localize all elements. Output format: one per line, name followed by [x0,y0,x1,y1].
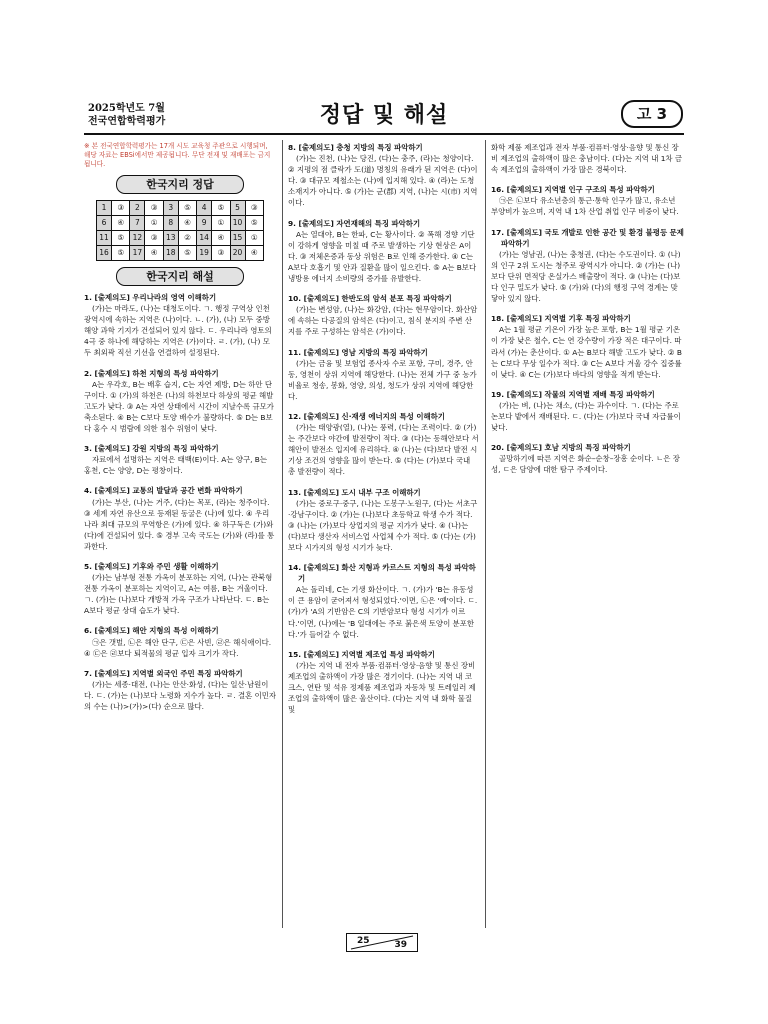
explanations-column-3 [491,142,684,475]
question-explanation: ㉠은 갯벌, ㉡은 해안 단구, ㉢은 사빈, ㉣은 해식애이다. ④ ㉢은 ㉣보다 퇴적물의 평균 입자 크기가 작다. [84,637,272,658]
explanation-item [84,485,276,552]
answer-choice: ③ [212,246,230,261]
question-title: 20. [출제의도] 호남 지방의 특징 파악하기 [491,443,631,453]
answer-number: 7 [130,216,145,231]
explanations-heading: 한국지리 해설 [116,267,244,286]
question-title: 12. [출제의도] 신·재생 에너지의 특성 이해하기 [288,411,445,421]
answer-number: 5 [230,201,245,216]
question-title: 8. [출제의도] 충청 지방의 특징 파악하기 [288,143,423,152]
answer-choice: ③ [145,201,163,216]
column-1 [84,142,276,721]
question-explanation: (가)는 마라도, (나)는 대청도이다. ㄱ. 행정 구역상 인천광역시에 속하는 지역은 (나)이다. ㄴ. (가), (나) 모두 중방 해양 과학 기지가 건설되어 있지 않다. ㄷ. 우리나라 영토의 4극 중 하나에 해당하는 지역은 (가)이다. ㄹ. (가), (나) 모두 최외곽 직선 기선을 연결하여 설정된다. [84,304,272,358]
page-total: 39 [394,940,407,950]
explanation-item [288,487,479,554]
answer-number: 6 [97,216,112,231]
question-explanation: ㉠은 ㉡보다 유소년층의 통근·통학 인구가 많고, 유소년 부양비가 높으며, 지역 내 1차 산업 취업 인구 비중이 낮다. [491,196,679,217]
explanation-item [288,347,479,402]
explanation-item [288,293,479,337]
answer-number: 4 [197,201,212,216]
explanation-item [84,561,276,616]
answer-number: 9 [197,216,212,231]
answer-choice: ⑤ [112,246,130,261]
explanations-column-2 [288,142,479,715]
explanation-item [491,142,684,175]
question-explanation: (가)는 변성암, (나)는 화강암, (다)는 현무암이다. 화산암에 속하는 다공질의 암석은 (다)이고, 침식 분지의 주변 산지를 주로 구성하는 암석은 (가)이다. [288,305,478,337]
question-title: 5. [출제의도] 기후와 주민 생활 이해하기 [84,561,219,571]
question-explanation: (가)는 벼, (나)는 채소, (다)는 과수이다. ㄱ. (다)는 주로 논보다 밭에서 재배된다. ㄷ. (다)는 (가)보다 국내 자급률이 낮다. [491,400,681,433]
answer-number: 16 [97,246,112,261]
question-title: 2. [출제의도] 하천 지형의 특성 파악하기 [84,368,219,378]
explanation-item [288,411,479,478]
question-title: 11. [출제의도] 영남 지방의 특징 파악하기 [288,347,428,357]
explanation-item [84,668,276,712]
answer-choice: ⑤ [178,201,196,216]
question-title: 3. [출제의도] 강원 지방의 특징 파악하기 [84,444,219,454]
explanation-item [491,313,684,380]
question-explanation: A는 1월 평균 기온이 가장 높은 포항, B는 1월 평균 기온이 가장 낮은 철수, C는 연 강수량이 가장 적은 대구이다. 따라서 (가)는 춘산이다. ① A는 B보다 해발 고도가 낮다. ② B는 C보다 무상 일수가 적다. ③ C는 A보다 겨울 강수 집중률이 낮다. ④ C는 (가)보다 바다의 영향을 적게 받는다. [491,325,682,379]
question-explanation: (가)는 금융 및 보험업 종사자 수로 포항, 구미, 경주, 안동, 영천이 상위 지역에 해당한다. (나)는 전체 가구 중 농가 비율로 청송, 봉화, 영양, 의성, 청도가 상위 지역에 해당한다. [288,358,477,401]
answer-number: 18 [163,246,178,261]
question-explanation: (가)는 부산, (나)는 거주, (다)는 목포, (라)는 청주이다. ③ 세계 자연 유산으로 등재된 동굴은 (나)에 있다. ④ 우리나라 최대 규모의 무역항은 (가)에 있다. ④ 하구둑은 (가)와 (다)에 건설되어 있다. ⑤ 경부 고속 국도는 (가)와 (라)를 통과한다. [84,497,275,551]
answer-number: 14 [197,231,212,246]
explanation-item [491,389,684,433]
explanation-item [84,443,276,476]
question-explanation: 자료에서 설명하는 지역은 태백(E)이다. A는 양구, B는 홍천, C는 양양, D는 평창이다. [84,455,268,476]
answer-choice: ③ [145,231,163,246]
question-explanation: (가)는 지역 내 전자 부품·컴퓨터·영상·음향 및 통신 장비 제조업의 출하액이 가장 많은 경기이다. (나)는 지역 내 코크스, 연탄 및 석유 정제품 제조업과 자동차 및 트레일러 제조업의 출하액이 많은 울산이다. (다)는 지역 내 화학 물질 및 [288,660,476,715]
answer-number: 13 [163,231,178,246]
answers-heading: 한국지리 정답 [116,175,244,194]
question-explanation: A는 우각호, B는 배후 습지, C는 자연 제방, D는 하안 단구이다. ① (가)의 하천은 (나)의 하천보다 하상의 평균 해발 고도가 낮다. ③ A는 자연 상태에서 시간이 지날수록 규모가 축소된다. ④ B는 C보다 토양 배수가 불량하다. ⑤ D는 B보다 홍수 시 범람에 의한 침수 위험이 낮다. [84,379,274,434]
answer-number: 3 [163,201,178,216]
answer-choice: ⑤ [245,216,263,231]
explanation-item [491,227,684,305]
answer-choice: ④ [212,231,230,246]
question-explanation: (가)는 진천, (나)는 당진, (다)는 충주, (라)는 청양이다. ② 지평의 점 클락가 도(道) 명칭의 유래가 된 지역은 (다)이다. ③ 대규모 제철소는 (나)에 입지해 있다. ④ (라)는 도청 소재지가 아니다. ⑤ (가)는 군(郡) 지역, (나)는 시(市) 지역이다. [288,154,478,208]
question-title: 13. [출제의도] 도시 내부 구조 이해하기 [288,487,421,497]
explanation-item [288,562,479,640]
grade-badge: 고 3 [621,100,683,128]
explanation-item [84,368,276,435]
question-title: 18. [출제의도] 지역별 기후 특징 파악하기 [491,314,631,324]
explanation-item [491,184,684,217]
question-title: 1. [출제의도] 우리나라의 영역 이해하기 [84,293,217,302]
explanation-item [84,292,276,359]
answer-number: 2 [130,201,145,216]
answer-number: 19 [197,246,212,261]
answer-number: 15 [230,231,245,246]
copyright-notice: ※ 본 전국연합학력평가는 17개 시도 교육청 주관으로 시행되며, 해당 자료는 EBSi에서만 제공됩니다. 무단 전재 및 재배포는 금지됩니다. [84,142,271,168]
question-title: 19. [출제의도] 작물의 지역별 재배 특징 파악하기 [491,389,655,399]
explanations-column-1 [84,292,276,712]
answer-number: 8 [163,216,178,231]
question-title: 15. [출제의도] 지역별 제조업 특성 파악하기 [288,649,435,659]
header-rule [84,133,684,135]
question-explanation: A는 열대야, B는 한파, C는 황사이다. ② 폭해 경향 기단이 강하게 영향을 미칠 때 주로 발생하는 기상 현상은 A이다. ③ 저체온증과 동상 위험은 B로 인해 증가한다. ④ C는 A보다 호흡기 및 안과 질환을 많이 일으킨다. ⑤ A는 B보다 냉방용 에너지 소비량의 증가를 유발한다. [288,229,477,284]
explanation-item [491,442,684,475]
question-title: 10. [출제의도] 한반도의 암석 분포 특징 파악하기 [288,294,452,304]
page-number-box [346,933,418,952]
question-explanation: A는 돌리네, C는 기생 화산이다. ㄱ. (가)가 'B는 유동성이 큰 용암이 굳어져서 형성되었다.'이면, ㉡은 '예'이다. ㄷ. (가)가 'A의 기반암은 C의 기반암보다 형성 시기가 이르다.'이면, (나)에는 'B 일대에는 주로 붉은색 토양이 분포한다.'가 들어갈 수 없다. [288,585,478,639]
answer-choice: ③ [112,201,130,216]
column-3 [491,142,684,484]
answer-choice: ④ [145,246,163,261]
question-title: 9. [출제의도] 자연재해의 특징 파악하기 [288,218,421,228]
question-explanation: (가)는 태양광(열), (나)는 풍력, (다)는 조력이다. ② (가)는 주간보다 야간에 발전량이 적다. ③ (다)는 동해안보다 서해안이 발전소 입지에 유리하다. ④ (나)는 (다)보다 발전 시 기상 조건의 영향을 많이 받는다. ⑤ (다)는 (가)보다 국내 총 발전량이 적다. [288,423,479,477]
question-title: 16. [출제의도] 지역별 인구 구조의 특성 파악하기 [491,185,655,195]
question-explanation: 골망하기에 따른 지역은 화순–순창–장흥 순이다. ㄴ은 장성, ㄷ은 담양에 대한 탐구 주제이다. [491,454,680,475]
answer-number: 20 [230,246,245,261]
explanation-item [288,649,479,716]
question-title: 14. [출제의도] 화산 지형과 카르스트 지형의 특성 파악하기 [288,563,476,584]
answer-table [96,200,264,261]
answer-choice: ④ [178,216,196,231]
answer-choice: ④ [245,246,263,261]
answer-number: 12 [130,231,145,246]
question-title: 4. [출제의도] 교통의 발달과 공간 변화 파악하기 [84,486,243,496]
question-title: 7. [출제의도] 지역별 외국인 주민 특징 파악하기 [84,668,243,678]
column-divider-1 [282,140,283,928]
answer-choice: ③ [245,201,263,216]
answer-row [97,216,264,231]
answer-number: 17 [130,246,145,261]
answer-choice: ④ [112,216,130,231]
answer-choice: ② [178,231,196,246]
answer-choice: ⑤ [212,201,230,216]
question-title: 6. [출제의도] 해안 지형의 특성 이해하기 [84,626,219,636]
exam-name: 전국연합학력평가 [88,116,166,127]
exam-year: 2025학년도 7월 [88,103,165,114]
explanation-item [288,142,479,209]
question-explanation: 화학 제품 제조업과 전자 부품·컴퓨터·영상·음향 및 통신 장비 제조업의 출하액이 많은 충남이다. (다)는 지역 내 1차 금속 제조업의 출하액이 가장 많은 경북이다. [491,143,683,175]
question-explanation: (가)는 중로구·중구, (나)는 도봉구·노원구, (다)는 서초구·강남구이다. ② (가)는 (나)보다 초등학교 학생 수가 적다. ③ (나)는 (가)보다 상업지의 평균 지가가 낮다. ④ (나)는 (다)보다 생산자 서비스업 사업체 수가 적다. ⑤ (다)는 (가)보다 시가지의 형성 시기가 늦다. [288,498,478,552]
answer-number: 11 [97,231,112,246]
answer-choice: ① [212,216,230,231]
column-2 [288,142,479,724]
answer-choice: ① [245,231,263,246]
answer-number: 1 [97,201,112,216]
answer-choice: ⑤ [112,231,130,246]
answer-row [97,246,264,261]
answer-number: 10 [230,216,245,231]
answer-row [97,201,264,216]
answer-row [97,231,264,246]
question-explanation: (가)는 남부형 전통 가옥이 분포하는 지역, (나)는 관북형 전통 가옥이 분포하는 지역이고, A는 여름, B는 겨울이다. ㄱ. (가)는 (나)보다 개방적 가옥 구조가 나타난다. ㄷ. B는 A보다 평균 상대 습도가 낮다. [84,573,273,616]
page-number: 25 [357,936,370,946]
question-title: 17. [출제의도] 국토 개발로 인한 공간 및 환경 불평등 문제 파악하기 [491,227,684,248]
page-title: 정답 및 해설 [319,103,449,128]
column-divider-2 [485,140,486,928]
answer-choice: ① [145,216,163,231]
question-explanation: (가)는 세종·대전, (나)는 안산·화성, (다)는 일산·남원이다. ㄷ. (가)는 (나)보다 노령화 지수가 높다. ㄹ. 결혼 이민자의 수는 (나)>(가)>(다) 순으로 많다. [84,679,277,711]
question-explanation: (가)는 영남권, (나)는 충청권, (다)는 수도권이다. ① (나)의 인구 2위 도시는 청주로 광역시가 아니다. ② (가)는 (나)보다 단위 면적당 온실가스 배출량이 적다. ③ (나)는 (다)보다 인구 밀도가 낮다. ⑤ (가)와 (다)의 행정 구역 경계는 맞닿아 있지 않다. [491,249,681,304]
answer-choice: ⑤ [178,246,196,261]
explanation-item [84,625,276,658]
explanation-item [288,218,479,285]
